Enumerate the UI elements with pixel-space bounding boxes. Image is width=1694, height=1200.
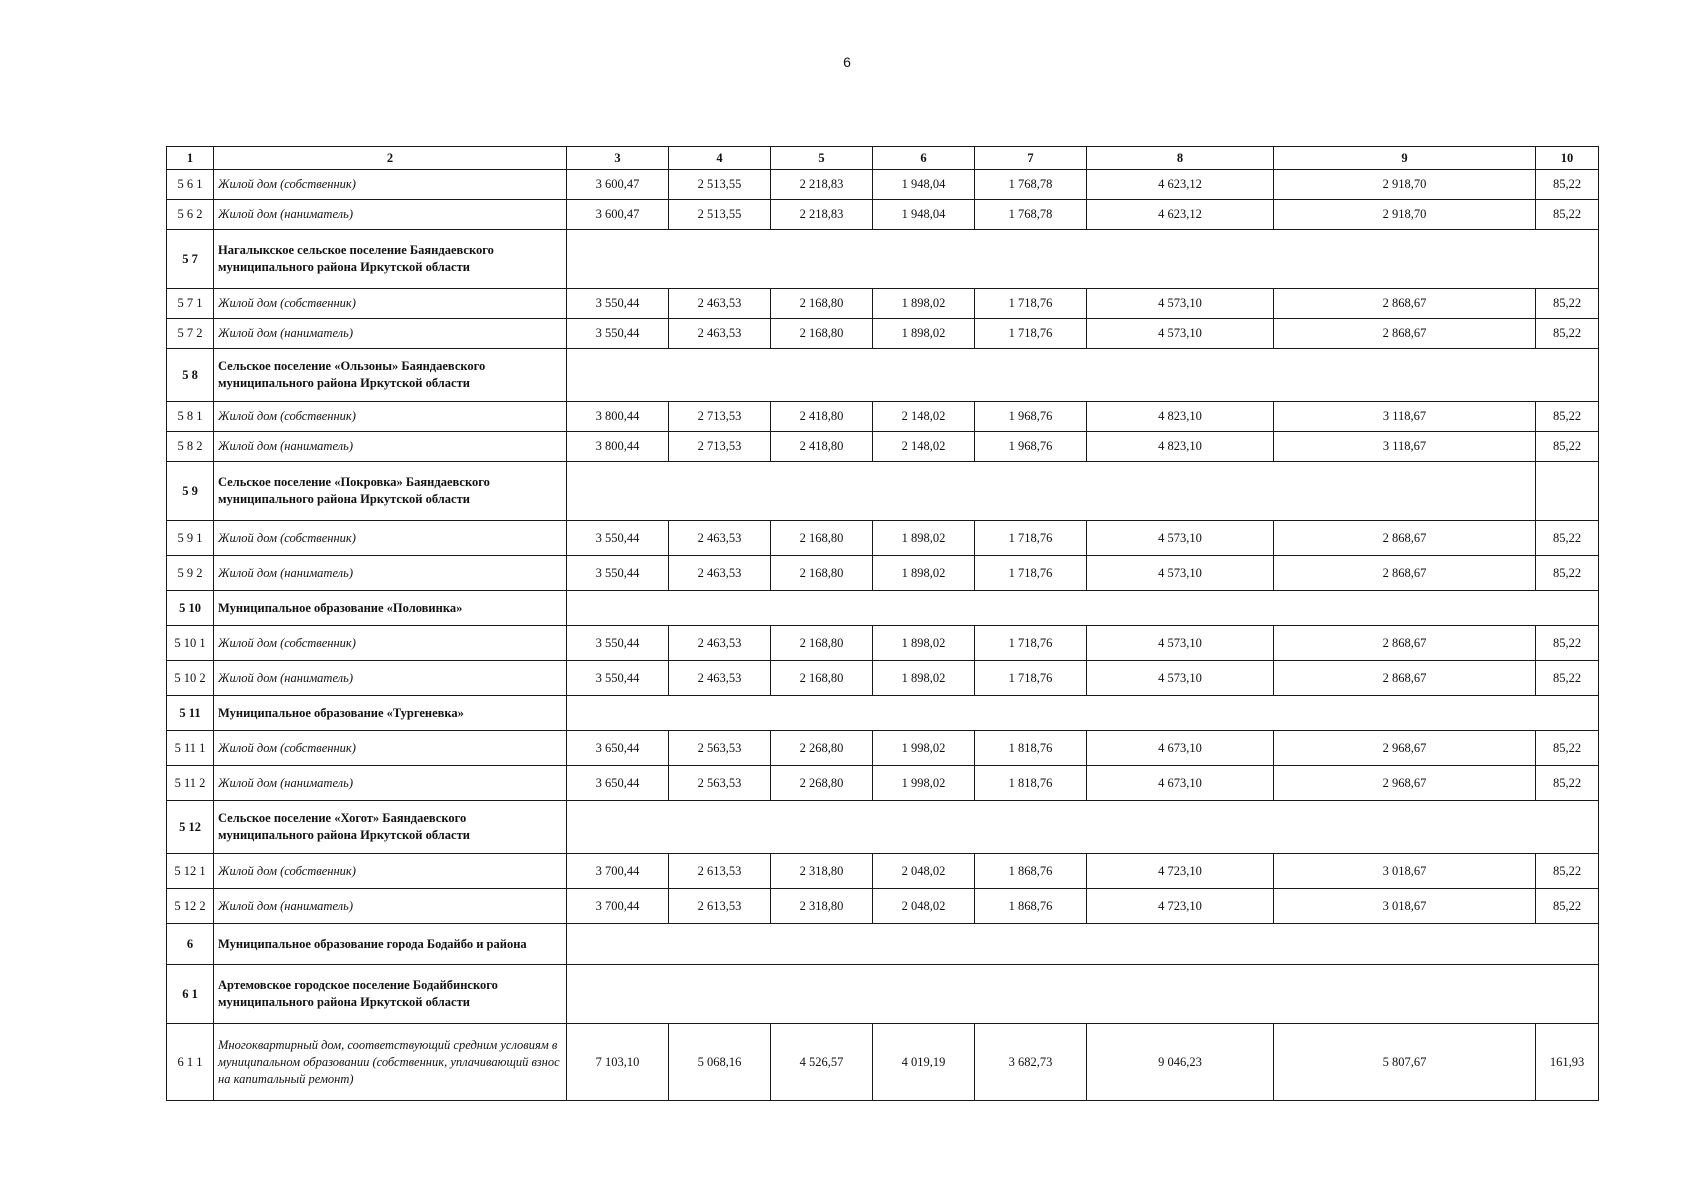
cell-value: 3 550,44 [567, 626, 669, 661]
empty-cell [567, 230, 1599, 289]
cell-value: 85,22 [1536, 556, 1599, 591]
cell-value: 3 800,44 [567, 432, 669, 462]
cell-value: 3 118,67 [1274, 432, 1536, 462]
group-code: 5 7 [167, 230, 214, 289]
empty-cell [567, 965, 1599, 1024]
group-code: 5 8 [167, 349, 214, 402]
cell-value: 2 048,02 [873, 889, 975, 924]
cell-value: 85,22 [1536, 521, 1599, 556]
group-name: Сельское поселение «Хогот» Баяндаевского муниципального района Иркутской области [214, 801, 567, 854]
cell-value: 4 019,19 [873, 1024, 975, 1101]
cell-value: 2 048,02 [873, 854, 975, 889]
row-name: Жилой дом (наниматель) [214, 319, 567, 349]
cell-value: 2 463,53 [669, 556, 771, 591]
cell-value: 2 463,53 [669, 319, 771, 349]
cell-value: 4 723,10 [1087, 854, 1274, 889]
cell-value: 2 418,80 [771, 432, 873, 462]
cell-value: 3 550,44 [567, 556, 669, 591]
row-code: 5 12 1 [167, 854, 214, 889]
column-header: 5 [771, 147, 873, 170]
group-code: 6 [167, 924, 214, 965]
table-row [167, 731, 1599, 766]
cell-value: 4 673,10 [1087, 731, 1274, 766]
cell-value: 85,22 [1536, 319, 1599, 349]
column-header: 1 [167, 147, 214, 170]
table-row [167, 626, 1599, 661]
cell-value: 2 168,80 [771, 319, 873, 349]
cell-value: 5 807,67 [1274, 1024, 1536, 1101]
cell-value: 1 998,02 [873, 731, 975, 766]
column-header: 9 [1274, 147, 1536, 170]
cell-value: 85,22 [1536, 626, 1599, 661]
table-row [167, 556, 1599, 591]
cell-value: 4 823,10 [1087, 402, 1274, 432]
empty-cell [567, 801, 1599, 854]
table-row [167, 854, 1599, 889]
group-name: Муниципальное образование «Тургеневка» [214, 696, 567, 731]
cell-value: 2 218,83 [771, 170, 873, 200]
cell-value: 1 818,76 [975, 766, 1087, 801]
cell-value: 1 898,02 [873, 289, 975, 319]
cell-value: 85,22 [1536, 432, 1599, 462]
cell-value: 2 463,53 [669, 289, 771, 319]
table-row [167, 521, 1599, 556]
table-row [167, 402, 1599, 432]
cell-value: 4 723,10 [1087, 889, 1274, 924]
cell-value: 2 168,80 [771, 289, 873, 319]
row-code: 5 6 1 [167, 170, 214, 200]
cell-value: 9 046,23 [1087, 1024, 1274, 1101]
cell-value: 85,22 [1536, 731, 1599, 766]
group-row [167, 965, 1599, 1024]
column-header: 10 [1536, 147, 1599, 170]
cell-value: 2 713,53 [669, 432, 771, 462]
empty-cell [567, 349, 1599, 402]
cell-value: 3 800,44 [567, 402, 669, 432]
row-code: 5 9 2 [167, 556, 214, 591]
table-row [167, 1024, 1599, 1101]
row-code: 5 7 1 [167, 289, 214, 319]
column-header: 6 [873, 147, 975, 170]
group-code: 5 12 [167, 801, 214, 854]
empty-cell [567, 462, 1536, 521]
cell-value: 2 868,67 [1274, 289, 1536, 319]
group-row [167, 349, 1599, 402]
row-name: Жилой дом (наниматель) [214, 766, 567, 801]
cell-value: 1 818,76 [975, 731, 1087, 766]
row-name: Жилой дом (собственник) [214, 402, 567, 432]
cell-value: 3 700,44 [567, 854, 669, 889]
row-code: 5 12 2 [167, 889, 214, 924]
page-number: 6 [843, 54, 851, 70]
row-name: Жилой дом (собственник) [214, 731, 567, 766]
row-code: 5 6 2 [167, 200, 214, 230]
row-name: Жилой дом (собственник) [214, 521, 567, 556]
cell-value: 2 463,53 [669, 626, 771, 661]
row-code: 5 8 2 [167, 432, 214, 462]
group-name: Муниципальное образование города Бодайбо и района [214, 924, 567, 965]
cell-value: 1 968,76 [975, 432, 1087, 462]
cell-value: 2 168,80 [771, 626, 873, 661]
column-header: 4 [669, 147, 771, 170]
cell-value: 1 718,76 [975, 626, 1087, 661]
cell-value: 2 918,70 [1274, 170, 1536, 200]
cell-value: 4 823,10 [1087, 432, 1274, 462]
cell-value: 2 868,67 [1274, 556, 1536, 591]
row-name: Жилой дом (наниматель) [214, 556, 567, 591]
cell-value: 4 673,10 [1087, 766, 1274, 801]
cell-value: 85,22 [1536, 661, 1599, 696]
cell-value: 2 168,80 [771, 521, 873, 556]
group-name: Сельское поселение «Покровка» Баяндаевского муниципального района Иркутской области [214, 462, 567, 521]
row-code: 5 11 2 [167, 766, 214, 801]
cell-value: 85,22 [1536, 766, 1599, 801]
cell-value: 1 898,02 [873, 626, 975, 661]
cell-value: 4 573,10 [1087, 626, 1274, 661]
table-row [167, 889, 1599, 924]
cell-value: 4 573,10 [1087, 521, 1274, 556]
cell-value: 2 148,02 [873, 402, 975, 432]
cell-value: 1 768,78 [975, 200, 1087, 230]
cell-value: 2 868,67 [1274, 626, 1536, 661]
row-name: Жилой дом (собственник) [214, 626, 567, 661]
tariff-table [166, 146, 1599, 1101]
table-row [167, 200, 1599, 230]
group-row [167, 462, 1599, 521]
empty-cell [1536, 462, 1599, 521]
cell-value: 4 573,10 [1087, 661, 1274, 696]
cell-value: 1 868,76 [975, 889, 1087, 924]
cell-value: 2 613,53 [669, 889, 771, 924]
empty-cell [567, 924, 1599, 965]
cell-value: 2 563,53 [669, 766, 771, 801]
cell-value: 2 168,80 [771, 556, 873, 591]
cell-value: 1 718,76 [975, 661, 1087, 696]
cell-value: 2 463,53 [669, 661, 771, 696]
cell-value: 85,22 [1536, 889, 1599, 924]
cell-value: 1 998,02 [873, 766, 975, 801]
cell-value: 85,22 [1536, 289, 1599, 319]
row-name: Жилой дом (наниматель) [214, 200, 567, 230]
cell-value: 3 600,47 [567, 170, 669, 200]
cell-value: 2 868,67 [1274, 521, 1536, 556]
table-row [167, 766, 1599, 801]
cell-value: 4 573,10 [1087, 289, 1274, 319]
cell-value: 2 268,80 [771, 731, 873, 766]
group-code: 5 10 [167, 591, 214, 626]
cell-value: 5 068,16 [669, 1024, 771, 1101]
cell-value: 2 148,02 [873, 432, 975, 462]
row-code: 5 9 1 [167, 521, 214, 556]
cell-value: 2 418,80 [771, 402, 873, 432]
cell-value: 2 318,80 [771, 854, 873, 889]
group-row [167, 924, 1599, 965]
table-row [167, 170, 1599, 200]
group-row [167, 696, 1599, 731]
column-header: 2 [214, 147, 567, 170]
empty-cell [567, 591, 1599, 626]
row-code: 5 10 2 [167, 661, 214, 696]
cell-value: 3 700,44 [567, 889, 669, 924]
cell-value: 2 868,67 [1274, 661, 1536, 696]
cell-value: 4 573,10 [1087, 319, 1274, 349]
cell-value: 4 623,12 [1087, 170, 1274, 200]
cell-value: 1 718,76 [975, 319, 1087, 349]
cell-value: 2 918,70 [1274, 200, 1536, 230]
cell-value: 4 623,12 [1087, 200, 1274, 230]
cell-value: 1 718,76 [975, 289, 1087, 319]
row-name: Жилой дом (собственник) [214, 289, 567, 319]
cell-value: 1 948,04 [873, 200, 975, 230]
cell-value: 2 218,83 [771, 200, 873, 230]
row-code: 5 8 1 [167, 402, 214, 432]
row-name: Жилой дом (наниматель) [214, 889, 567, 924]
cell-value: 2 968,67 [1274, 766, 1536, 801]
cell-value: 3 550,44 [567, 661, 669, 696]
cell-value: 2 268,80 [771, 766, 873, 801]
group-row [167, 801, 1599, 854]
cell-value: 85,22 [1536, 402, 1599, 432]
cell-value: 2 513,55 [669, 200, 771, 230]
cell-value: 1 968,76 [975, 402, 1087, 432]
cell-value: 2 868,67 [1274, 319, 1536, 349]
cell-value: 7 103,10 [567, 1024, 669, 1101]
row-name: Жилой дом (собственник) [214, 170, 567, 200]
table-row [167, 661, 1599, 696]
table-row [167, 289, 1599, 319]
column-header: 7 [975, 147, 1087, 170]
group-name: Муниципальное образование «Половинка» [214, 591, 567, 626]
row-code: 5 10 1 [167, 626, 214, 661]
cell-value: 161,93 [1536, 1024, 1599, 1101]
cell-value: 2 318,80 [771, 889, 873, 924]
empty-cell [567, 696, 1599, 731]
table-row [167, 432, 1599, 462]
cell-value: 3 550,44 [567, 319, 669, 349]
row-code: 6 1 1 [167, 1024, 214, 1101]
row-code: 5 7 2 [167, 319, 214, 349]
cell-value: 1 898,02 [873, 661, 975, 696]
group-name: Нагалыкское сельское поселение Баяндаевского муниципального района Иркутской области [214, 230, 567, 289]
row-code: 5 11 1 [167, 731, 214, 766]
cell-value: 2 613,53 [669, 854, 771, 889]
cell-value: 1 898,02 [873, 521, 975, 556]
group-code: 6 1 [167, 965, 214, 1024]
column-header: 8 [1087, 147, 1274, 170]
cell-value: 3 650,44 [567, 766, 669, 801]
cell-value: 85,22 [1536, 170, 1599, 200]
row-name: Многоквартирный дом, соответствующий средним условиям в муниципальном образовании (собственник, уплачивающий взнос на капитальный ремонт) [214, 1024, 567, 1101]
cell-value: 3 600,47 [567, 200, 669, 230]
cell-value: 3 650,44 [567, 731, 669, 766]
group-name: Сельское поселение «Ользоны» Баяндаевского муниципального района Иркутской области [214, 349, 567, 402]
table-row [167, 319, 1599, 349]
row-name: Жилой дом (наниматель) [214, 661, 567, 696]
cell-value: 2 463,53 [669, 521, 771, 556]
cell-value: 2 168,80 [771, 661, 873, 696]
cell-value: 1 768,78 [975, 170, 1087, 200]
cell-value: 1 898,02 [873, 556, 975, 591]
cell-value: 4 573,10 [1087, 556, 1274, 591]
cell-value: 1 718,76 [975, 556, 1087, 591]
row-name: Жилой дом (собственник) [214, 854, 567, 889]
cell-value: 2 563,53 [669, 731, 771, 766]
cell-value: 3 018,67 [1274, 854, 1536, 889]
cell-value: 85,22 [1536, 854, 1599, 889]
column-header: 3 [567, 147, 669, 170]
cell-value: 1 948,04 [873, 170, 975, 200]
cell-value: 1 898,02 [873, 319, 975, 349]
group-code: 5 11 [167, 696, 214, 731]
group-row [167, 591, 1599, 626]
cell-value: 3 118,67 [1274, 402, 1536, 432]
cell-value: 85,22 [1536, 200, 1599, 230]
group-name: Артемовское городское поселение Бодайбинского муниципального района Иркутской области [214, 965, 567, 1024]
cell-value: 2 968,67 [1274, 731, 1536, 766]
cell-value: 3 550,44 [567, 289, 669, 319]
table-header-row [167, 147, 1599, 170]
cell-value: 1 868,76 [975, 854, 1087, 889]
cell-value: 3 550,44 [567, 521, 669, 556]
group-code: 5 9 [167, 462, 214, 521]
cell-value: 3 018,67 [1274, 889, 1536, 924]
group-row [167, 230, 1599, 289]
cell-value: 2 513,55 [669, 170, 771, 200]
cell-value: 4 526,57 [771, 1024, 873, 1101]
row-name: Жилой дом (наниматель) [214, 432, 567, 462]
cell-value: 3 682,73 [975, 1024, 1087, 1101]
cell-value: 1 718,76 [975, 521, 1087, 556]
cell-value: 2 713,53 [669, 402, 771, 432]
